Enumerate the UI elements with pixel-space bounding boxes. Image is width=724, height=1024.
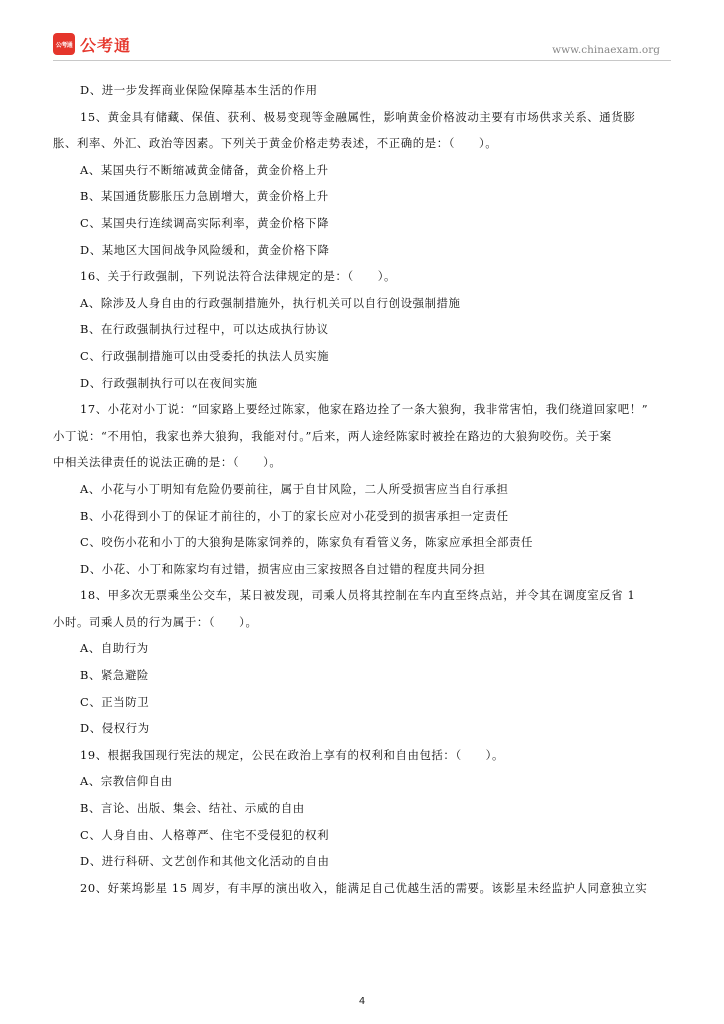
text-line: 15、黄金具有储藏、保值、获利、极易变现等金融属性，影响黄金价格波动主要有市场供求关系、通货膨 [80,109,636,124]
text-line: B、紧急避险 [80,668,149,683]
text-line: D、侵权行为 [80,721,150,736]
text-line: D、进一步发挥商业保险保障基本生活的作用 [80,83,318,97]
text-line: A、除涉及人身自由的行政强制措施外，执行机关可以自行创设强制措施 [80,295,461,310]
document-body [53,77,671,901]
text-line: A、小花与小丁明知有危险仍要前往，属于自甘风险，二人所受损害应当自行承担 [80,481,509,496]
text-line: D、进行科研、文艺创作和其他文化活动的自由 [80,854,330,869]
text-line: C、咬伤小花和小丁的大狼狗是陈家饲养的，陈家负有看管义务，陈家应承担全部责任 [80,535,533,550]
text-line: A、宗教信仰自由 [80,774,173,789]
text-line: D、行政强制执行可以在夜间实施 [80,375,258,390]
text-line: 胀、利率、外汇、政治等因素。下列关于黄金价格走势表述，不正确的是：（ ）。 [53,136,498,151]
text-line: C、正当防卫 [80,694,150,709]
text-line: B、小花得到小丁的保证才前往的，小丁的家长应对小花受到的损害承担一定责任 [80,508,509,523]
text-line: 19、根据我国现行宪法的规定，公民在政治上享有的权利和自由包括：（ ）。 [80,747,504,762]
page-number: 4 [358,996,366,1007]
text-line: 18、甲多次无票乘坐公交车，某日被发现，司乘人员将其控制在车内直至终点站，并令其在调度室反省 1 [80,588,636,603]
text-line: B、某国通货膨胀压力急剧增大，黄金价格上升 [80,189,329,204]
text-line: D、某地区大国间战争风险缓和，黄金价格下降 [80,242,330,257]
text-line: A、某国央行不断缩减黄金储备，黄金价格上升 [80,162,329,177]
text-line: C、行政强制措施可以由受委托的执法人员实施 [80,348,330,363]
text-line: C、某国央行连续调高实际利率，黄金价格下降 [80,215,330,230]
text-line: A、自助行为 [80,641,149,656]
text-line: 小丁说：“不用怕，我家也养大狼狗，我能对付。”后来，两人途经陈家时被拴在路边的大狼狗咬伤。关于案 [53,428,612,443]
site-url-link[interactable]: www.chinaexam.org [552,44,660,56]
header-divider [53,60,671,61]
text-line: C、人身自由、人格尊严、住宅不受侵犯的权利 [80,827,330,842]
text-line: 小时。司乘人员的行为属于：（ ）。 [53,614,258,629]
brand-logo[interactable] [53,33,131,55]
logo-badge-icon: 公考通 [53,33,75,55]
text-line: B、言论、出版、集会、结社、示威的自由 [80,801,305,816]
text-line: 17、小花对小丁说：“回家路上要经过陈家，他家在路边拴了一条大狼狗，我非常害怕，我们绕道回家吧！” [80,402,649,417]
text-line: 中相关法律责任的说法正确的是：（ ）。 [53,455,282,470]
text-line: 20、好莱坞影星 15 周岁，有丰厚的演出收入，能满足自己优越生活的需要。该影星未经监护人同意独立实 [80,880,648,895]
text-line: B、在行政强制执行过程中，可以达成执行协议 [80,322,329,337]
page-header [0,0,724,64]
logo-text: 公考通 [80,35,132,55]
text-line: D、小花、小丁和陈家均有过错，损害应由三家按照各自过错的程度共同分担 [80,561,486,576]
text-line: 16、关于行政强制，下列说法符合法律规定的是：（ ）。 [80,269,397,284]
